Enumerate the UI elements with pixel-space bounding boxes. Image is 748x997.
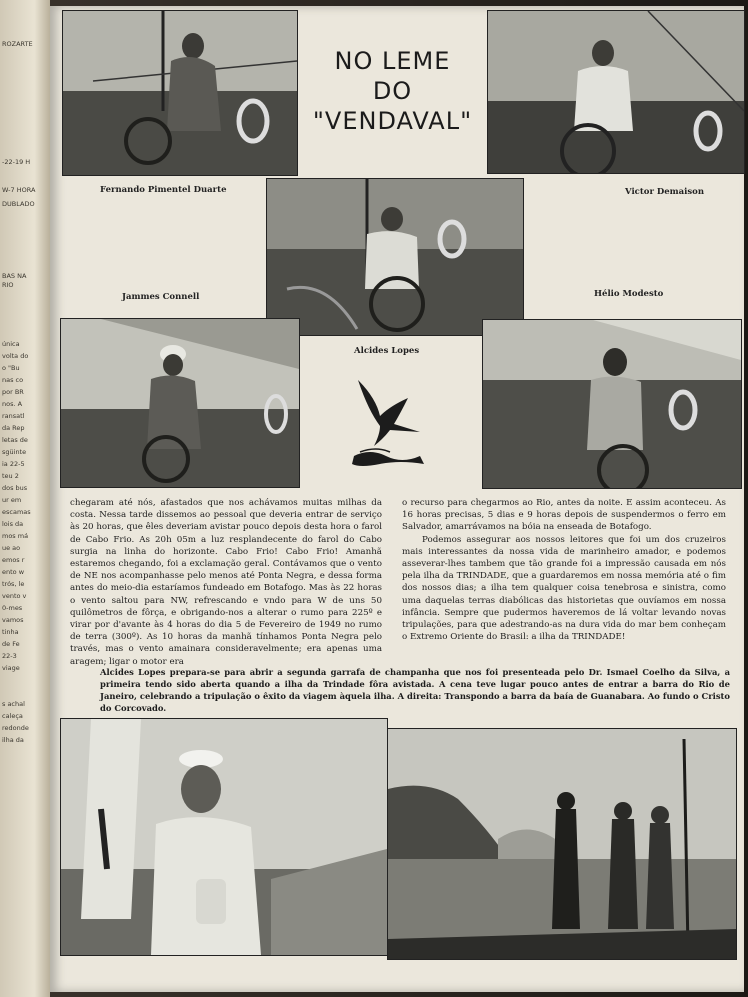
name-helio: Hélio Modesto (594, 289, 664, 299)
left-page-snippet: -22-19 H (2, 158, 31, 166)
article-column-right (402, 497, 726, 643)
left-page-snippet: da Rep (2, 424, 25, 432)
photo-victor-at-helm (487, 10, 745, 174)
left-page-snippet: por BR (2, 388, 24, 396)
left-page-snippet: ilha da (2, 736, 24, 744)
left-page-snippet: mos má (2, 532, 29, 540)
photo-fernando-at-helm (62, 10, 298, 176)
seabird-illustration (350, 376, 430, 468)
title-line-2: DO (372, 77, 413, 105)
title-line-1: NO LEME (334, 47, 451, 75)
magazine-page (50, 6, 744, 992)
left-page-snippet: dos bus (2, 484, 28, 492)
left-page-snippet: ROZARTE (2, 40, 33, 48)
photo-man-with-hat (60, 318, 300, 488)
left-page-snippet: trós, le (2, 580, 25, 588)
name-jammes: Jammes Connell (122, 292, 200, 302)
photo-crossing-guanabara-bay (387, 728, 737, 960)
left-page-snippet: ue ao (2, 544, 21, 552)
left-page-snippet: vento v (2, 592, 27, 600)
left-page-edge (0, 0, 50, 997)
left-page-snippet: o "Bu (2, 364, 20, 372)
left-page-snippet: caleça (2, 712, 23, 720)
paragraph-arrival: o recurso para chegarmos ao Rio, antes da noite. E assim aconteceu. As 16 horas precisas, 5 dias e 9 horas depois de suspendermos o ferro em Salvador, amarrávamos na bóia na enseada de Botafogo. (402, 498, 726, 533)
photo-caption: Alcides Lopes prepara-se para abrir a segunda garrafa de champanha que nos foi presenteada pelo Dr. Ismael Coelho da Silva, a primeira tendo sido aberta quando a ilha da Trindade fôra avistada. A cena teve lugar pouco antes de entrar a barra do Rio de Janeiro, celebrando a tripulação o êxito da viagem àquela ilha. A direita: Transpondo a barra da baía de Guanabara. Ao fundo o Cristo do Corcovado. (100, 667, 730, 713)
left-page-snippet: nos. A (2, 400, 23, 408)
left-page-snippet: ur em (2, 496, 22, 504)
left-page-snippet: redonde (2, 724, 29, 732)
name-victor: Victor Demaison (625, 187, 705, 197)
name-alcides: Alcides Lopes (354, 346, 420, 356)
name-fernando: Fernando Pimentel Duarte (100, 185, 227, 195)
left-page-snippet: letas de (2, 436, 28, 444)
article-title (300, 16, 485, 166)
left-page-snippet: ransatl (2, 412, 25, 420)
article-column-left: chegaram até nós, afastados que nos achávamos muitas milhas da costa. Nessa tarde dissemos ao pessoal que deveria entrar de serviço às 20 horas, que êles deveriam avistar pouco depois desta hora o farol de Cabo Frio. As 20h 05m a luz resplandecente do farol do Cabo surgia na linha do horizonte. Cabo Frio! Cabo Frio! Amanhã estaremos chegando, foi a exclamação geral. Contávamos que o vento de NE nos acompanhasse pelo menos até Ponta Negra, e dessa forma antes do meio-dia estaríamos fundeado em Botafogo. Mas às 22 horas o vento saltou para NW, refrescando e vndo para W de uns 50 quilômetros de fôrça, e obrigando-nos a alterar o rumo para 225º e virar por d'avante às 4 horas do dia 5 de Fevereiro de 1949 no rumo de terra (300º). As 10 horas da manhã tínhamos Ponta Negra pelo través, mas o vento amainara consideravelmente; era apenas uma aragem; ligar o motor era (70, 498, 382, 667)
left-page-snippet: viage (2, 664, 20, 672)
left-page-snippet: volta do (2, 352, 29, 360)
left-page-snippet: W-7 HORA (2, 186, 36, 194)
photo-alcides-champagne (60, 718, 388, 956)
photo-helio-at-helm (482, 319, 742, 489)
left-page-snippet: ento w (2, 568, 25, 576)
title-line-3: "VENDAVAL" (312, 107, 473, 135)
left-page-snippet: tinha (2, 628, 19, 636)
left-page-snippet: vamos (2, 616, 24, 624)
left-page-snippet: BAS NA (2, 272, 27, 280)
left-page-snippet: escamas (2, 508, 31, 516)
left-page-snippet: DUBLADO (2, 200, 35, 208)
left-page-snippet: 22-3 (2, 652, 17, 660)
left-page-snippet: de Fe (2, 640, 20, 648)
left-page-snippet: lois da (2, 520, 24, 528)
left-page-snippet: nas co (2, 376, 24, 384)
left-page-snippet: s achal (2, 700, 25, 708)
left-page-snippet: sgüinte (2, 448, 27, 456)
left-page-snippet: 0-mes (2, 604, 23, 612)
left-page-snippet: teu 2 (2, 472, 19, 480)
photo-jammes-at-helm (266, 178, 524, 336)
left-page-snippet: ia 22-5 (2, 460, 25, 468)
paragraph-trindade: Podemos assegurar aos nossos leitores que foi um dos cruzeiros mais interessantes da nossa vida de marinheiro amador, e podemos asseverar-lhes tambem que tão grande foi a impressão causada em nós pela ilha da TRINDADE, que a guardaremos em nossa memória até o fim dos nossos dias; a ilha tem qualquer coisa tenebrosa e sinistra, como uma daquelas terras diabólicas das historietas que ouvíamos em nossa infância. Sempre que pudermos haveremos de lá voltar levando novas tripulações, para que adestrando-as na dura vida do mar bem conheçam o Extremo Oriente do Brasil: a ilha da TRINDADE! (402, 534, 726, 643)
left-page-snippet: RIO (2, 281, 14, 289)
left-page-snippet: única (2, 340, 20, 348)
left-page-snippet: emos r (2, 556, 25, 564)
